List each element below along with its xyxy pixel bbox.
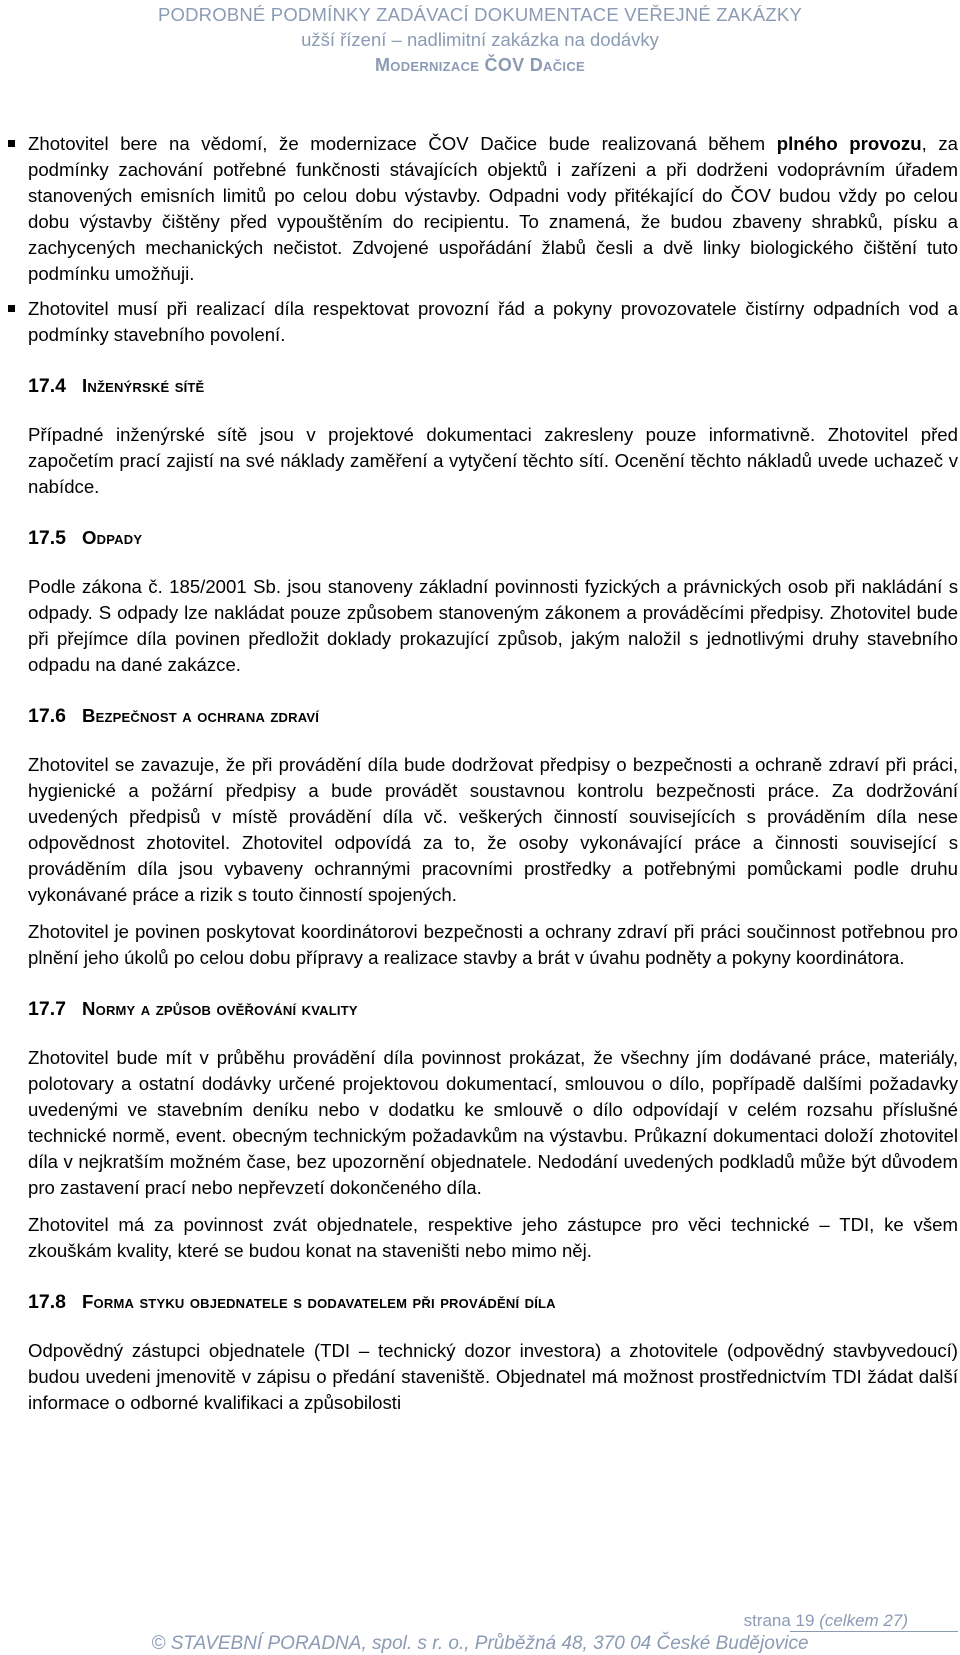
section-title: Normy a způsob ověřování kvality [82, 998, 358, 1019]
bullet-text-bold: plného provozu [776, 133, 922, 154]
footer-company: © STAVEBNÍ PORADNA, spol. s r. o., Průběžná 48, 370 04 České Budějovice [151, 1633, 809, 1654]
header-title: PODROBNÉ PODMÍNKY ZADÁVACÍ DOKUMENTACE VEŘEJNÉ ZAKÁZKY [157, 4, 803, 25]
paragraph: Případné inženýrské sítě jsou v projektové dokumentaci zakresleny pouze informativně. Zhotovitel před započetím prací zajistí na své náklady zaměření a vytyčení těchto sítí. Ocenění těchto nákladů uvede uchazeč v nabídce. [28, 424, 958, 497]
paragraph: Zhotovitel bude mít v průběhu provádění díla povinnost prokázat, že všechny jím dodávané práce, materiály, polotovary a ostatní dodávky určené projektovou dokumentací, smlouvou o dílo, popřípadě dalšími požadavky uvedenými ve stavebním deníku nebo v dodatku ke smlouvě o dílo odpovídají v celém rozsahu příslušné technické normě, event. obecným technickým požadavkům na výstavbu. Průkazní dokumentaci doloží zhotovitel díla v nejkratším možném čase, bez upozornění objednatele. Nedodání uvedených podkladů může být důvodem pro zastavení prací nebo nepřevzetí dokončeného díla. [28, 1047, 958, 1198]
section-number: 17.6 [28, 705, 66, 727]
section-title: Odpady [82, 527, 143, 548]
section-heading [28, 996, 958, 1022]
section-heading [28, 1289, 958, 1315]
bullet-text-end: , za podmínky zachování potřebné funkčnosti stávajících objektů i zařízeni a při dodrženi vodoprávním úřadem stanovených emisních limitů po celou dobu výstavby. Odpadni vody přitékající do ČOV budou vždy po celou dobu výstavby čištěny před vypouštěním do recipientu. To znamená, že budou zbaveny shrabků, písku a zachycených mechanických nečistot. Zdvojené uspořádání žlabů česli a dvě linky biologického čištění tuto podmínku umožňuji. [28, 133, 958, 284]
square-bullet-icon [8, 305, 15, 312]
paragraph: Zhotovitel má za povinnost zvát objednatele, respektive jeho zástupce pro věci technické – TDI, ke všem zkouškám kvality, které se budou konat na staveništi nebo mimo něj. [28, 1214, 958, 1261]
section-title: Forma styku objednatele s dodavatelem při provádění díla [82, 1291, 556, 1312]
bullet-item [28, 296, 958, 348]
page-number [744, 1611, 908, 1631]
section-number: 17.8 [28, 1291, 66, 1313]
page-total: (celkem 27) [819, 1611, 908, 1630]
section-heading [28, 373, 958, 399]
header-subtitle: užší řízení – nadlimitní zakázka na dodávky [301, 29, 659, 50]
bullet-text-start: Zhotovitel bere na vědomí, že modernizace ČOV Dačice bude realizovaná během [28, 133, 777, 154]
footer-divider [790, 1631, 958, 1632]
page-header [0, 2, 960, 78]
bullet-text: Zhotovitel musí při realizací díla respektovat provozní řád a pokyny provozovatele čistírny odpadních vod a podmínky stavebního povolení. [28, 298, 958, 345]
section-heading [28, 703, 958, 729]
paragraph: Odpovědný zástupci objednatele (TDI – technický dozor investora) a zhotovitele (odpovědný stavbyvedoucí) budou uvedeni jmenovitě v zápisu o předání staveniště. Objednatel má možnost prostřednictvím TDI žádat další informace o odborné kvalifikaci a způsobilosti [28, 1340, 958, 1413]
section-title: Bezpečnost a ochrana zdraví [82, 705, 320, 726]
paragraph: Podle zákona č. 185/2001 Sb. jsou stanoveny základní povinnosti fyzických a právnických osob při nakládání s odpady. S odpady lze nakládat pouze způsobem stanoveným zákonem a prováděcími předpisy. Zhotovitel bude při přejímce díla povinen předložit doklady prokazující způsob, jakým naložil s jednotlivými druhy stavebního odpadu na dané zakázce. [28, 576, 958, 675]
section-heading [28, 525, 958, 551]
section-number: 17.7 [28, 998, 66, 1020]
bullet-item [28, 131, 958, 287]
paragraph: Zhotovitel je povinen poskytovat koordinátorovi bezpečnosti a ochrany zdraví při práci součinnost potřebnou pro plnění jeho úkolů po celou dobu přípravy a realizace stavby a brát v úvahu podněty a pokyny koordinátora. [28, 921, 958, 968]
section-number: 17.4 [28, 375, 66, 397]
square-bullet-icon [8, 140, 15, 147]
page-label: strana 19 [743, 1611, 815, 1630]
section-number: 17.5 [28, 527, 66, 549]
section-title: Inženýrské sítě [82, 375, 205, 396]
paragraph: Zhotovitel se zavazuje, že při provádění díla bude dodržovat předpisy o bezpečnosti a ochraně zdraví při práci, hygienické a požární předpisy a bude provádět soustavnou kontrolu bezpečnosti práce. Za dodržování uvedených předpisů v místě provádění díla vč. veškerých činností souvisejících s prováděním díla nese odpovědnost zhotovitel. Zhotovitel odpovídá za to, že osoby vykonávající práce a činnosti související s prováděním díla jsou vybaveny ochrannými pracovními prostředky a potřebnými pomůckami podle druhu vykonávané práce a rizik s touto činností spojených. [28, 754, 958, 905]
header-project-name: Modernizace ČOV Dačice [375, 55, 585, 75]
document-body [28, 131, 958, 1416]
